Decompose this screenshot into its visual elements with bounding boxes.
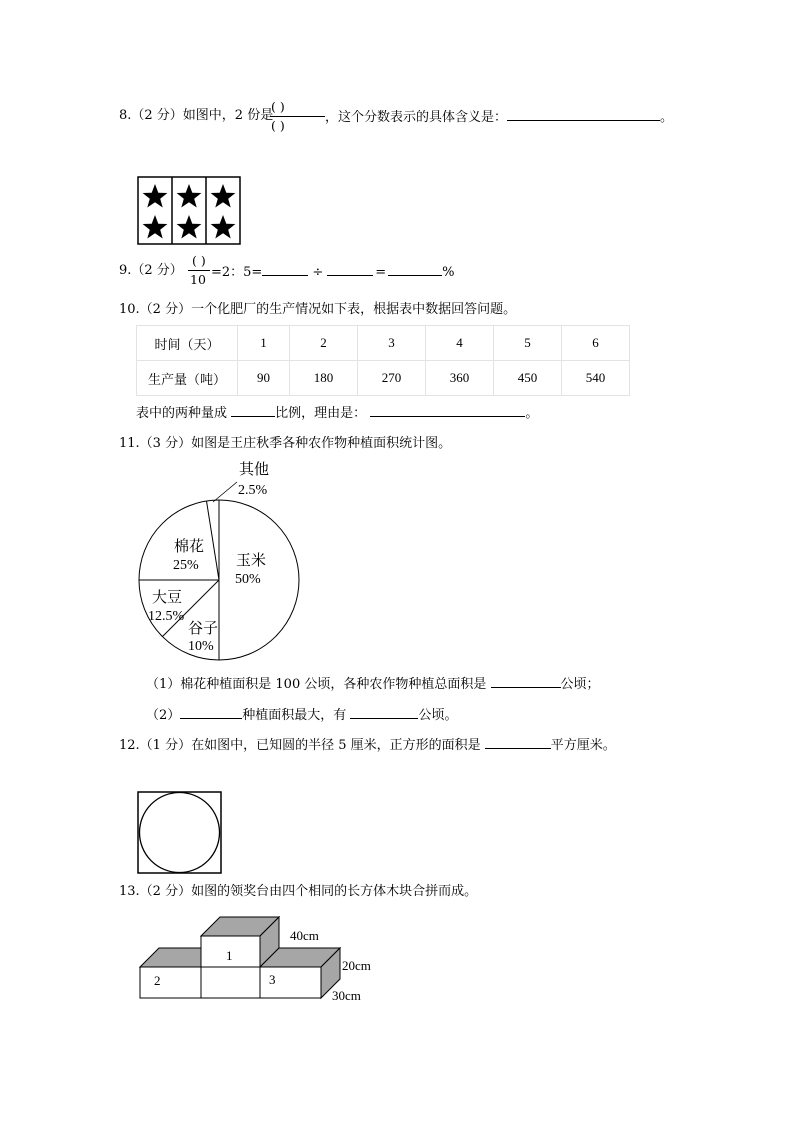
- q11-sub2-c: 公顷。: [418, 708, 458, 723]
- table-row: [137, 361, 630, 396]
- star-icon: [143, 184, 168, 208]
- q10-blank-2[interactable]: [370, 404, 525, 417]
- q8-fraction-bar: [270, 116, 325, 117]
- table-header-cell: 生产量（吨）: [137, 361, 238, 396]
- q13-prefix: 13.（2 分）如图的领奖台由四个相同的长方体木块合拼而成。: [119, 884, 478, 899]
- q8-fraction-numerator: ( ): [271, 99, 285, 114]
- q8-end: 。: [660, 110, 674, 125]
- pie-label-millet: 谷子: [188, 621, 219, 637]
- q9-eq2: =: [375, 265, 387, 280]
- q9-blank-3[interactable]: [388, 263, 442, 276]
- table-header-cell: 时间（天）: [137, 326, 238, 361]
- q9-percent: %: [442, 265, 455, 280]
- q8-suffix-text: ，这个分数表示的具体含义是：: [325, 110, 508, 125]
- q9-prefix: 9.（2 分）: [119, 263, 183, 278]
- table-cell: 3: [358, 326, 426, 361]
- pie-label-cotton: 棉花: [174, 539, 205, 555]
- q12-suffix: 平方厘米。: [550, 738, 616, 753]
- q11-sub1: [146, 675, 600, 693]
- star-icon: [177, 215, 202, 239]
- q10-blank-1[interactable]: [231, 404, 275, 417]
- pie-label-corn: 玉米: [236, 553, 267, 569]
- q8-line: [119, 108, 273, 124]
- q9-div: ÷: [312, 265, 324, 280]
- dimension-label-30cm: 30cm: [332, 988, 361, 1003]
- star-icon: [143, 215, 168, 239]
- q10-answer-a: 表中的两种量成: [136, 406, 228, 421]
- q11-sub1-a: （1）棉花种植面积是 100 公顷，各种农作物种植总面积是: [146, 677, 487, 692]
- q11-blank-1[interactable]: [491, 675, 561, 688]
- dimension-label-20cm: 20cm: [342, 958, 371, 973]
- table-cell: 2: [290, 326, 358, 361]
- production-table: [136, 325, 630, 396]
- podium-figure: [130, 910, 390, 1010]
- pie-label-soy: 大豆: [152, 590, 183, 606]
- podium-label-1: 1: [226, 948, 233, 963]
- star-icon: [177, 184, 202, 208]
- table-cell: 270: [358, 361, 426, 396]
- q10-end: 。: [525, 406, 539, 421]
- q9-fraction-bar: [188, 270, 210, 271]
- star-icon: [211, 184, 236, 208]
- table-cell: 450: [494, 361, 562, 396]
- q9-blank-2[interactable]: [327, 263, 373, 276]
- pie-pct-corn: 50%: [235, 572, 261, 587]
- pie-pct-cotton: 25%: [173, 558, 199, 573]
- pie-pct-other: 2.5%: [238, 483, 268, 498]
- circle-in-square-figure: [137, 791, 223, 875]
- q8-prefix: 8.（2 分）如图中，2 份是: [119, 108, 274, 123]
- table-row: [137, 326, 630, 361]
- q12-prefix: 12.（1 分）在如图中，已知圆的半径 5 厘米，正方形的面积是: [119, 738, 481, 753]
- q10-prefix: 10.（2 分）一个化肥厂的生产情况如下表，根据表中数据回答问题。: [119, 302, 517, 317]
- q11-sub2-b: 种植面积最大，有: [242, 708, 347, 723]
- table-cell: 180: [290, 361, 358, 396]
- q9-equation: [211, 263, 455, 281]
- q11-sub2: [146, 706, 457, 724]
- q11-blank-2[interactable]: [180, 706, 242, 719]
- q9-fraction-numerator: ( ): [192, 253, 206, 268]
- table-cell: 5: [494, 326, 562, 361]
- q9-fraction-denominator: 10: [190, 272, 206, 287]
- table-cell: 360: [426, 361, 494, 396]
- q9-blank-1[interactable]: [262, 263, 308, 276]
- q8-fraction-denominator: ( ): [271, 118, 285, 133]
- table-cell: 540: [562, 361, 630, 396]
- stars-figure: [137, 176, 241, 246]
- q12-blank[interactable]: [485, 736, 551, 749]
- pie-pct-millet: 10%: [188, 639, 214, 654]
- table-cell: 1: [238, 326, 290, 361]
- q12-line: [119, 736, 616, 754]
- dimension-label-40cm: 40cm: [290, 928, 319, 943]
- pie-pct-soy: 12.5%: [148, 609, 185, 624]
- q11-sub1-b: 公顷；: [560, 677, 600, 692]
- table-cell: 90: [238, 361, 290, 396]
- q11-blank-3[interactable]: [350, 706, 418, 719]
- podium-label-2: 2: [154, 973, 161, 988]
- star-icon: [211, 215, 236, 239]
- q10-answer-line: [136, 404, 538, 422]
- pie-label-other: 其他: [239, 462, 270, 478]
- q8-answer-blank[interactable]: [507, 108, 660, 121]
- q11-sub2-a: （2）: [146, 708, 181, 723]
- q8-suffix: [325, 108, 673, 126]
- q10-answer-b: 比例，理由是：: [275, 406, 367, 421]
- q11-prefix: 11.（3 分）如图是王庄秋季各种农作物种植面积统计图。: [119, 436, 452, 451]
- podium-label-3: 3: [269, 972, 276, 987]
- pie-chart: [130, 455, 310, 665]
- table-cell: 6: [562, 326, 630, 361]
- table-cell: 4: [426, 326, 494, 361]
- q9-eq1: =2：5=: [211, 265, 263, 280]
